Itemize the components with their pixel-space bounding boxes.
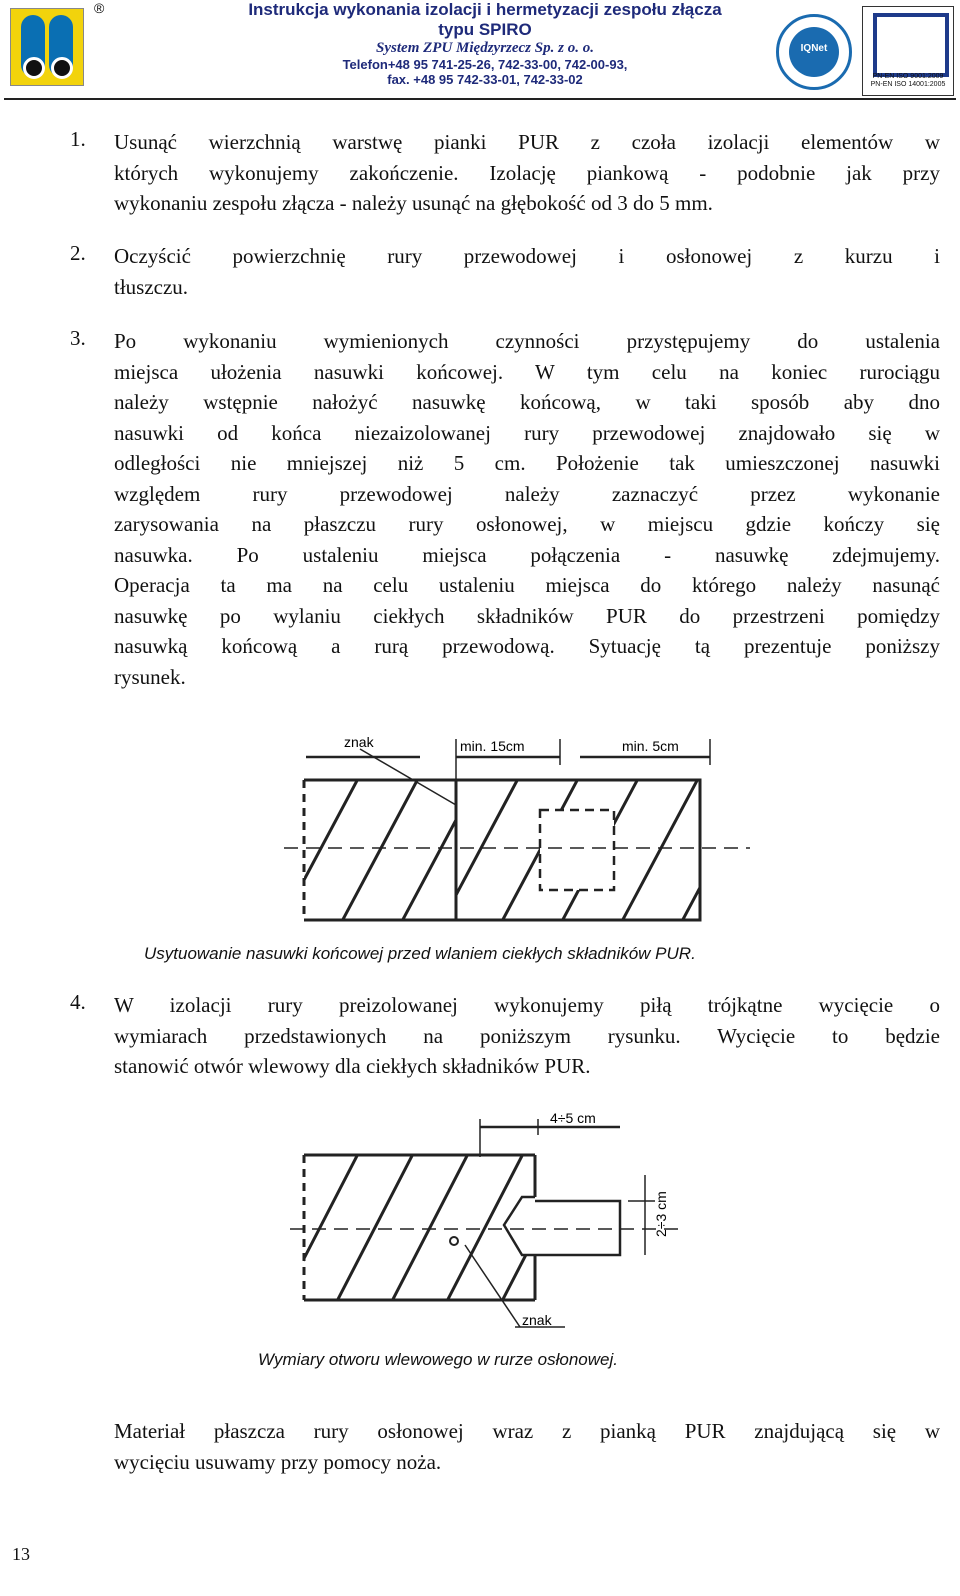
text-line: należy wstępnie nałożyć nasuwkę końcową, w taki sposób aby dno — [114, 390, 940, 414]
text-line: nasuwką końcową a rurą przewodową. Sytuację tą prezentuje poniższy — [114, 634, 940, 658]
item-number: 3. — [70, 326, 86, 350]
logo-dot — [51, 57, 73, 79]
figure-1-caption: Usytuowanie nasuwki końcowej przed wlaniem ciekłych składników PUR. — [144, 944, 696, 963]
registered-mark: ® — [94, 0, 105, 16]
header-title-line2: typu SPIRO — [438, 20, 532, 39]
text-line: stanowić otwór wlewowy dla ciekłych składników PUR. — [114, 1054, 591, 1078]
text-line: zarysowania na płaszczu rury osłonowej, w miejscu gdzie kończy się — [114, 512, 940, 536]
text-line: Oczyścić powierzchnię rury przewodowej i osłonowej z kurzu i — [114, 244, 940, 268]
text-line: Po wykonaniu wymienionych czynności przystępujemy do ustalenia — [114, 329, 940, 353]
text-line: W izolacji rury preizolowanej wykonujemy piłą trójkątne wycięcie o — [114, 993, 940, 1017]
text-line: Usunąć wierzchnią warstwę pianki PUR z czoła izolacji elementów w — [114, 130, 940, 154]
text-line: rysunek. — [114, 664, 186, 689]
item-number: 2. — [70, 241, 86, 265]
text-line: nasuwkę po wylaniu ciekłych składników PUR do przestrzeni pomiędzy — [114, 603, 940, 628]
header-fax: fax. +48 95 742-33-01, 742-33-02 — [387, 72, 583, 87]
figure-1-label-mark: znak — [344, 734, 374, 750]
item-4-text — [114, 990, 940, 1082]
figure-2-diagram — [290, 1105, 690, 1340]
triangular-notch — [504, 1197, 535, 1255]
logo-dot-red — [23, 57, 45, 79]
closing-text — [114, 1416, 940, 1477]
item-2-text — [114, 241, 940, 302]
header-text-block — [190, 0, 780, 87]
cert-mark-icon — [873, 13, 949, 77]
header-title-line1: Instrukcja wykonania izolacji i hermetyzacji zespołu złącza — [248, 0, 722, 19]
text-line: odległości nie mniejszej niż 5 cm. Położenie tak umieszczonej nasuwki — [114, 451, 940, 475]
text-line: wykonaniu zespołu złącza - należy usunąć na głębokość od 3 do 5 mm. — [114, 191, 713, 215]
text-line: wycięciu usuwamy przy pomocy noża. — [114, 1449, 442, 1474]
text-line: nasuwka. Po ustaleniu miejsca połączenia - nasuwkę zdejmujemy. — [114, 542, 940, 567]
text-line: których wykonujemy zakończenie. Izolację piankową - podobnie jak przy — [114, 160, 940, 185]
item-3-text — [114, 326, 940, 692]
text-line: wymiarach przedstawionych na poniższym rysunku. Wycięcie to będzie — [114, 1023, 940, 1048]
figure-1-diagram — [270, 725, 760, 925]
text-line: względem rury przewodowej należy zaznaczyć przez wykonanie — [114, 481, 940, 506]
text-line: Materiał płaszcza rury osłonowej wraz z pianką PUR znajdującą się w — [114, 1419, 940, 1443]
header-company: System ZPU Międzyrzecz Sp. z o. o. — [376, 40, 594, 56]
header-phone: Telefon+48 95 741-25-26, 742-33-00, 742-00-93, — [342, 57, 628, 72]
certification-logo — [862, 6, 954, 96]
text-line: miejsca ułożenia nasuwki końcowej. W tym celu na koniec rurociągu — [114, 359, 940, 384]
text-line: Operacja ta ma na celu ustaleniu miejsca do którego należy nasunąć — [114, 573, 940, 597]
certification-badge — [776, 14, 852, 90]
cert-standard-1: PN-EN ISO 9001:2009 — [872, 73, 944, 80]
figure-2-label-mark: znak — [522, 1312, 552, 1328]
company-logo — [10, 8, 84, 86]
item-number: 4. — [70, 990, 86, 1014]
figure-2-label-side: 2÷3 cm — [653, 1191, 669, 1237]
certification-badge-text: IQNet — [800, 43, 828, 54]
figure-1-label-dim2: min. 5cm — [622, 738, 679, 754]
text-line: nasuwki od końca niezaizolowanej rury przewodowej znajdowało się w — [114, 420, 940, 445]
item-1-text — [114, 127, 940, 219]
service-pipe — [535, 1201, 620, 1255]
fill-hole-marker — [450, 1237, 458, 1245]
figure-2-label-top: 4÷5 cm — [550, 1110, 596, 1126]
page-number: 13 — [12, 1544, 30, 1564]
leader-line — [465, 1245, 520, 1327]
figure-1-label-dim1: min. 15cm — [460, 738, 525, 754]
text-line: tłuszczu. — [114, 274, 189, 299]
figure-2-caption: Wymiary otworu wlewowego w rurze osłonowej. — [258, 1350, 618, 1369]
service-pipe-hidden — [540, 810, 614, 890]
page-header — [0, 0, 960, 102]
item-number: 1. — [70, 127, 86, 151]
cert-standard-2: PN-EN ISO 14001:2005 — [870, 81, 946, 88]
header-divider — [4, 98, 956, 100]
insulation-hatch — [280, 775, 480, 925]
